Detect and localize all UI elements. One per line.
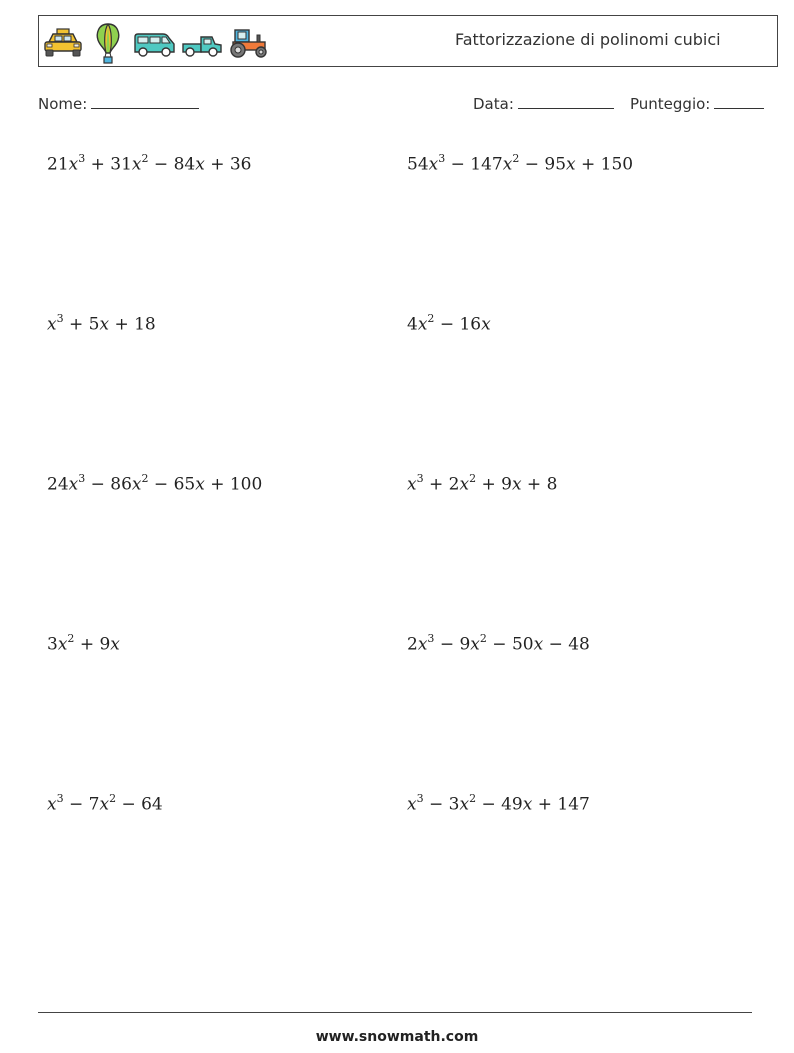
problem-2: $54x^3 - 147x^2 - 95x + 150$	[407, 152, 634, 175]
worksheet-header	[38, 15, 778, 67]
problem-1: $21x^3 + 31x^2 - 84x + 36$	[47, 152, 252, 175]
problem-8: $2x^3 - 9x^2 - 50x - 48$	[407, 632, 590, 655]
problem-9: $x^3 - 7x^2 - 64$	[47, 792, 163, 815]
score-blank[interactable]	[714, 92, 764, 109]
tractor-icon	[227, 26, 269, 58]
van-icon	[133, 32, 177, 58]
date-blank[interactable]	[518, 92, 614, 109]
name-label: Nome:	[38, 95, 88, 113]
date-label: Data:	[473, 95, 514, 113]
pickup-truck-icon	[181, 34, 223, 58]
name-field	[38, 92, 199, 113]
name-blank[interactable]	[91, 92, 199, 109]
taxi-icon	[43, 28, 83, 58]
problem-4: $4x^2 - 16x$	[407, 312, 491, 335]
problem-7: $3x^2 + 9x$	[47, 632, 120, 655]
problem-6: $x^3 + 2x^2 + 9x + 8$	[407, 472, 558, 495]
footer-website[interactable]: www.snowmath.com	[315, 1029, 479, 1045]
date-field	[473, 92, 614, 113]
hot-air-balloon-icon	[95, 22, 121, 64]
problem-5: $24x^3 - 86x^2 - 65x + 100$	[47, 472, 263, 495]
problem-3: $x^3 + 5x + 18$	[47, 312, 156, 335]
score-label: Punteggio:	[630, 95, 711, 113]
score-field	[630, 92, 764, 113]
footer-divider	[38, 1012, 752, 1013]
problem-10: $x^3 - 3x^2 - 49x + 147$	[407, 792, 590, 815]
worksheet-title: Fattorizzazione di polinomi cubici	[455, 30, 721, 49]
